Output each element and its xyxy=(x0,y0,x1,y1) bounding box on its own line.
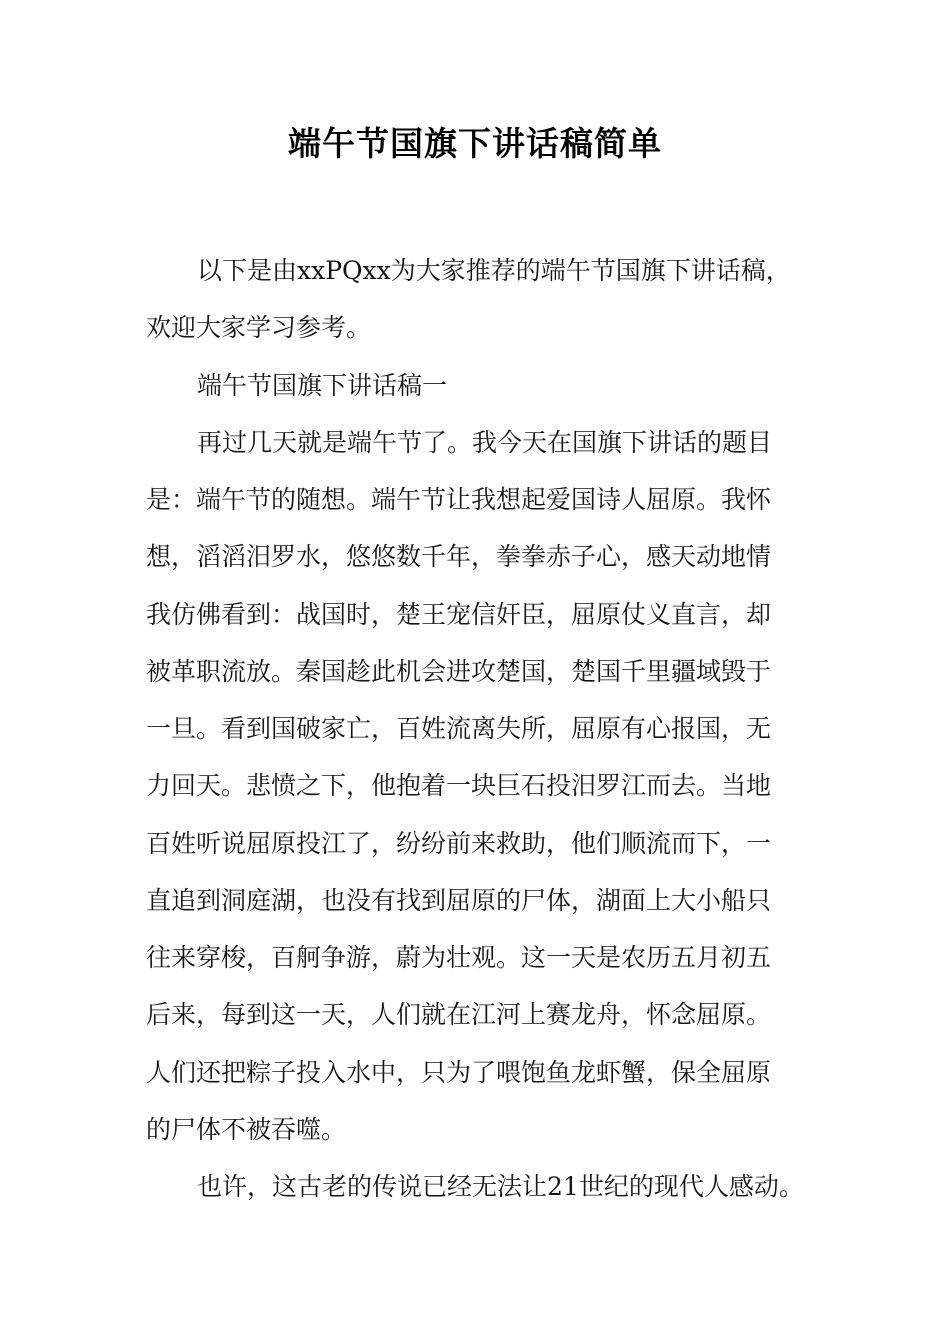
body-line: 想，滔滔汨罗水，悠悠数千年，拳拳赤子心，感天动地情 xyxy=(146,542,772,571)
body-line: 后来，每到这一天，人们就在江河上赛龙舟，怀念屈原。 xyxy=(146,1000,772,1029)
body-line: 我仿佛看到：战国时，楚王宠信奸臣，屈原仗义直言，却 xyxy=(146,600,772,629)
body-line: 直追到洞庭湖，也没有找到屈原的尸体，湖面上大小船只 xyxy=(146,886,772,915)
body-line: 往来穿梭，百舸争游，蔚为壮观。这一天是农历五月初五 xyxy=(146,943,772,972)
body-line: 一旦。看到国破家亡，百姓流离失所，屈原有心报国，无 xyxy=(146,714,772,743)
body-line: 百姓听说屈原投江了，纷纷前来救助，他们顺流而下，一 xyxy=(146,829,772,858)
body-line: 也许，这古老的传说已经无法让21世纪的现代人感动。 xyxy=(197,1172,804,1201)
body-line: 被革职流放。秦国趁此机会进攻楚国，楚国千里疆域毁于 xyxy=(146,657,772,686)
body-line: 再过几天就是端午节了。我今天在国旗下讲话的题目 xyxy=(197,428,773,457)
body-line: 是：端午节的随想。端午节让我想起爱国诗人屈原。我怀 xyxy=(146,485,772,514)
body-line: 人们还把粽子投入水中，只为了喂饱鱼龙虾蟹，保全屈原 xyxy=(146,1058,772,1087)
intro-line-1: 以下是由xxPQxx为大家推荐的端午节国旗下讲话稿， xyxy=(197,256,791,285)
section-heading: 端午节国旗下讲话稿一 xyxy=(197,371,448,400)
body-line: 的尸体不被吞噬。 xyxy=(146,1115,347,1144)
document-title: 端午节国旗下讲话稿简单 xyxy=(288,124,662,163)
intro-line-2: 欢迎大家学习参考。 xyxy=(146,313,372,342)
body-line: 力回天。悲愤之下，他抱着一块巨石投汨罗江而去。当地 xyxy=(146,771,772,800)
